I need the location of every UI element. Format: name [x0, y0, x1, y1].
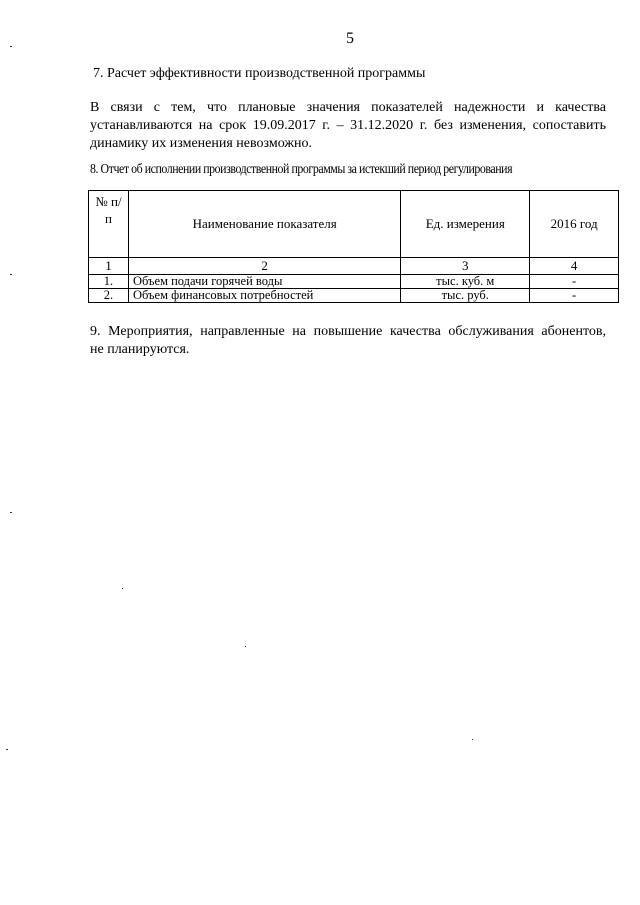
- row-unit: тыс. куб. м: [401, 275, 530, 289]
- row-indicator-name: Объем подачи горячей воды: [128, 275, 400, 289]
- paragraph-line: 9. Мероприятия, направленные на повышение качества обслуживания абонентов,: [90, 324, 606, 339]
- table-row: [89, 289, 619, 303]
- header-indicator-name: Наименование показателя: [128, 191, 400, 258]
- scan-speck: [245, 646, 246, 647]
- section-8-heading: 8. Отчет об исполнении производственной программы за истекший период регулирования: [90, 161, 513, 176]
- section-7-paragraph: [90, 99, 606, 153]
- header-year: 2016 год: [530, 191, 619, 258]
- header-number-text: № п/п: [95, 194, 122, 226]
- index-cell: 1: [89, 258, 129, 275]
- index-cell: 2: [128, 258, 400, 275]
- table-row: [89, 275, 619, 289]
- row-number: 2.: [89, 289, 129, 303]
- section-9-paragraph: [90, 323, 606, 359]
- paragraph-line: устанавливаются на срок 19.09.2017 г. – 31.12.2020 г. без изменения, сопоставить: [90, 118, 606, 133]
- paragraph-line: В связи с тем, что плановые значения показателей надежности и качества: [90, 100, 606, 115]
- header-number: [89, 191, 129, 258]
- scan-speck: [10, 46, 12, 47]
- report-table: [88, 190, 619, 303]
- row-unit: тыс. руб.: [401, 289, 530, 303]
- paragraph-line: динамику их изменения невозможно.: [90, 136, 313, 151]
- table-header-row: [89, 191, 619, 258]
- scan-speck: [10, 512, 12, 513]
- index-cell: 4: [530, 258, 619, 275]
- scan-speck: [472, 739, 473, 740]
- row-value: -: [530, 289, 619, 303]
- row-indicator-name: Объем финансовых потребностей: [128, 289, 400, 303]
- row-number: 1.: [89, 275, 129, 289]
- section-7-heading: 7. Расчет эффективности производственной программы: [93, 66, 426, 81]
- scan-speck: [122, 588, 123, 589]
- table-index-row: [89, 258, 619, 275]
- page-number: 5: [346, 30, 354, 47]
- index-cell: 3: [401, 258, 530, 275]
- paragraph-line: не планируются.: [90, 342, 190, 357]
- row-value: -: [530, 275, 619, 289]
- scan-speck: [10, 274, 12, 275]
- scan-speck: [6, 749, 8, 750]
- header-unit: Ед. измерения: [401, 191, 530, 258]
